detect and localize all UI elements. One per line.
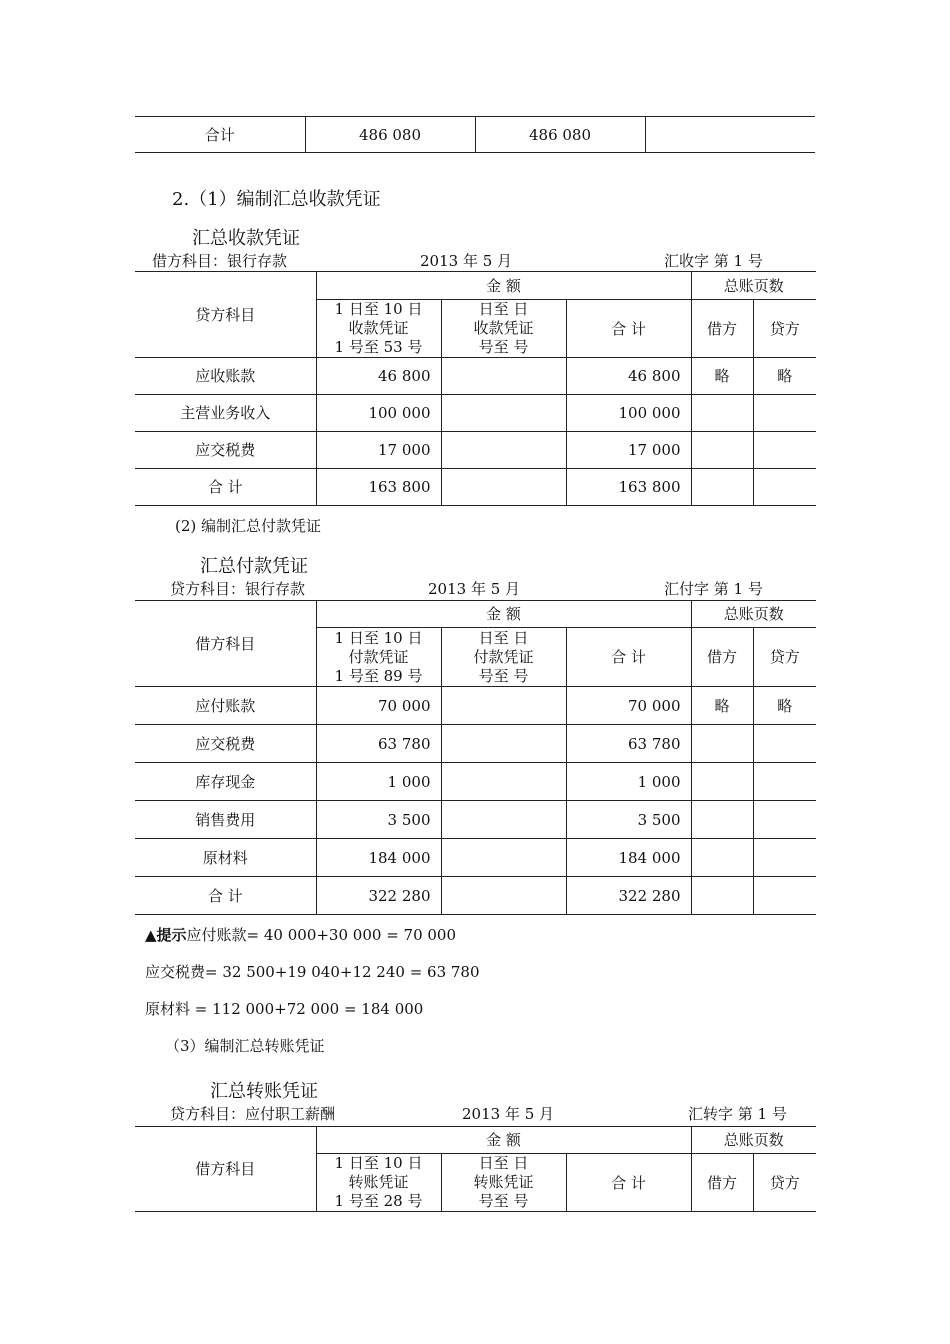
row-credit: 略 [753,687,816,725]
payment-header-ledger: 总账页数 [691,601,816,628]
row-col2 [441,839,566,877]
receipt-col2-line2: 收款凭证 [473,319,534,337]
row-subject: 原材料 [135,839,316,877]
hint-line1 [145,924,456,945]
row-total: 322 280 [566,877,691,915]
row-col1: 70 000 [316,687,441,725]
row-debit [691,801,753,839]
payment-header-total: 合 计 [566,628,691,687]
table-row [135,469,816,506]
payment-table [135,600,816,915]
row-col2 [441,432,566,469]
transfer-header-ledger: 总账页数 [691,1127,816,1154]
row-debit [691,877,753,915]
row-debit: 略 [691,358,753,395]
row-col1: 46 800 [316,358,441,395]
row-debit [691,725,753,763]
receipt-header-debit: 借方 [691,300,753,358]
row-subject: 销售费用 [135,801,316,839]
payment-header-credit: 贷方 [753,628,816,687]
transfer-header-subject: 借方科目 [135,1127,316,1212]
row-col1: 63 780 [316,725,441,763]
row-col1: 163 800 [316,469,441,506]
transfer-col1-line3: 1 号至 28 号 [334,1192,423,1210]
row-subject: 应交税费 [135,725,316,763]
top-total-extra [645,117,815,153]
row-col1: 100 000 [316,395,441,432]
receipt-header-col1 [316,300,441,358]
row-credit [753,469,816,506]
transfer-account-label: 贷方科目：应付职工薪酬 [170,1105,336,1123]
row-debit [691,432,753,469]
payment-col1-line1: 1 日至 10 日 [334,628,423,647]
payment-title: 汇总付款凭证 [200,556,308,577]
row-col1: 184 000 [316,839,441,877]
row-total: 1 000 [566,763,691,801]
table-row [135,358,816,395]
row-subject: 应收账款 [135,358,316,395]
payment-col2-line1: 日至 日 [478,628,529,647]
table-row [135,839,816,877]
payment-period: 2013 年 5 月 [428,580,521,598]
row-col2 [441,469,566,506]
table-row [135,801,816,839]
transfer-col1-line2: 转账凭证 [348,1173,409,1191]
row-credit [753,395,816,432]
hint-line2: 应交税费= 32 500+19 040+12 240 = 63 780 [145,963,480,981]
row-col2 [441,395,566,432]
payment-header-amount: 金 额 [316,601,691,628]
top-total-debit: 486 080 [305,117,475,153]
table-row [135,877,816,915]
row-total: 70 000 [566,687,691,725]
payment-header-col2 [441,628,566,687]
row-credit [753,725,816,763]
row-col1: 3 500 [316,801,441,839]
section2-heading: 2.（1）编制汇总收款凭证 [172,189,381,210]
row-col1: 17 000 [316,432,441,469]
payment-col2-line2: 付款凭证 [473,647,534,666]
receipt-voucher-no: 汇收字 第 1 号 [664,252,763,270]
row-col1: 322 280 [316,877,441,915]
receipt-header-amount: 金 额 [316,272,691,300]
row-credit: 略 [753,358,816,395]
payment-col2-line3: 号至 号 [478,666,529,685]
table-row [135,687,816,725]
row-debit [691,763,753,801]
row-total: 46 800 [566,358,691,395]
row-total: 184 000 [566,839,691,877]
row-subject: 合 计 [135,877,316,915]
payment-header-debit: 借方 [691,628,753,687]
row-col2 [441,801,566,839]
receipt-col1-line2: 收款凭证 [348,319,409,337]
table-row [135,432,816,469]
transfer-table [135,1126,816,1212]
row-total: 100 000 [566,395,691,432]
receipt-col1-line3: 1 号至 53 号 [334,338,423,356]
payment-col1-line3: 1 号至 89 号 [334,666,423,685]
row-col2 [441,763,566,801]
section2-sub2-heading: (2) 编制汇总付款凭证 [175,517,322,535]
payment-header-subject: 借方科目 [135,601,316,687]
transfer-period: 2013 年 5 月 [462,1105,555,1123]
receipt-header-total: 合 计 [566,300,691,358]
transfer-header-credit: 贷方 [753,1154,816,1212]
row-total: 3 500 [566,801,691,839]
row-total: 17 000 [566,432,691,469]
row-total: 63 780 [566,725,691,763]
row-credit [753,432,816,469]
receipt-col1-line1: 1 日至 10 日 [334,300,423,318]
row-subject: 库存现金 [135,763,316,801]
table-row [135,763,816,801]
receipt-table [135,271,816,506]
row-credit [753,801,816,839]
row-total: 163 800 [566,469,691,506]
top-total-label: 合计 [135,117,305,153]
row-credit [753,839,816,877]
receipt-header-credit: 贷方 [753,300,816,358]
row-debit [691,395,753,432]
payment-account-label: 贷方科目：银行存款 [170,580,306,598]
transfer-col2-line1: 日至 日 [478,1154,529,1172]
payment-header-col1 [316,628,441,687]
row-debit [691,469,753,506]
receipt-col2-line1: 日至 日 [478,300,529,318]
transfer-col2-line3: 号至 号 [478,1192,529,1210]
hint-label: ▲提示 [145,926,187,944]
row-credit [753,877,816,915]
row-col2 [441,358,566,395]
transfer-title: 汇总转账凭证 [210,1081,318,1102]
receipt-account-label: 借方科目：银行存款 [152,252,288,270]
table-row [135,395,816,432]
row-credit [753,763,816,801]
row-subject: 合 计 [135,469,316,506]
payment-col1-line2: 付款凭证 [348,647,409,666]
row-debit [691,839,753,877]
hint-text-1: 应付账款= 40 000+30 000 = 70 000 [186,926,457,944]
transfer-header-debit: 借方 [691,1154,753,1212]
receipt-header-ledger: 总账页数 [691,272,816,300]
transfer-col1-line1: 1 日至 10 日 [334,1154,423,1172]
transfer-header-col2 [441,1154,566,1212]
receipt-col2-line3: 号至 号 [478,338,529,356]
receipt-title: 汇总收款凭证 [192,228,300,249]
row-col2 [441,725,566,763]
top-total-table [135,116,815,153]
receipt-header-subject: 贷方科目 [135,272,316,358]
row-subject: 应交税费 [135,432,316,469]
transfer-voucher-no: 汇转字 第 1 号 [688,1105,787,1123]
top-total-credit: 486 080 [475,117,645,153]
row-col1: 1 000 [316,763,441,801]
receipt-header-col2 [441,300,566,358]
table-row [135,725,816,763]
row-subject: 主营业务收入 [135,395,316,432]
row-col2 [441,877,566,915]
receipt-period: 2013 年 5 月 [420,252,513,270]
payment-voucher-no: 汇付字 第 1 号 [664,580,763,598]
transfer-header-col1 [316,1154,441,1212]
transfer-col2-line2: 转账凭证 [473,1173,534,1191]
transfer-header-amount: 金 额 [316,1127,691,1154]
section2-sub3-heading: （3）编制汇总转账凭证 [165,1037,325,1055]
hint-line3: 原材料 = 112 000+72 000 = 184 000 [145,1000,424,1018]
transfer-header-total: 合 计 [566,1154,691,1212]
row-debit: 略 [691,687,753,725]
row-subject: 应付账款 [135,687,316,725]
row-col2 [441,687,566,725]
